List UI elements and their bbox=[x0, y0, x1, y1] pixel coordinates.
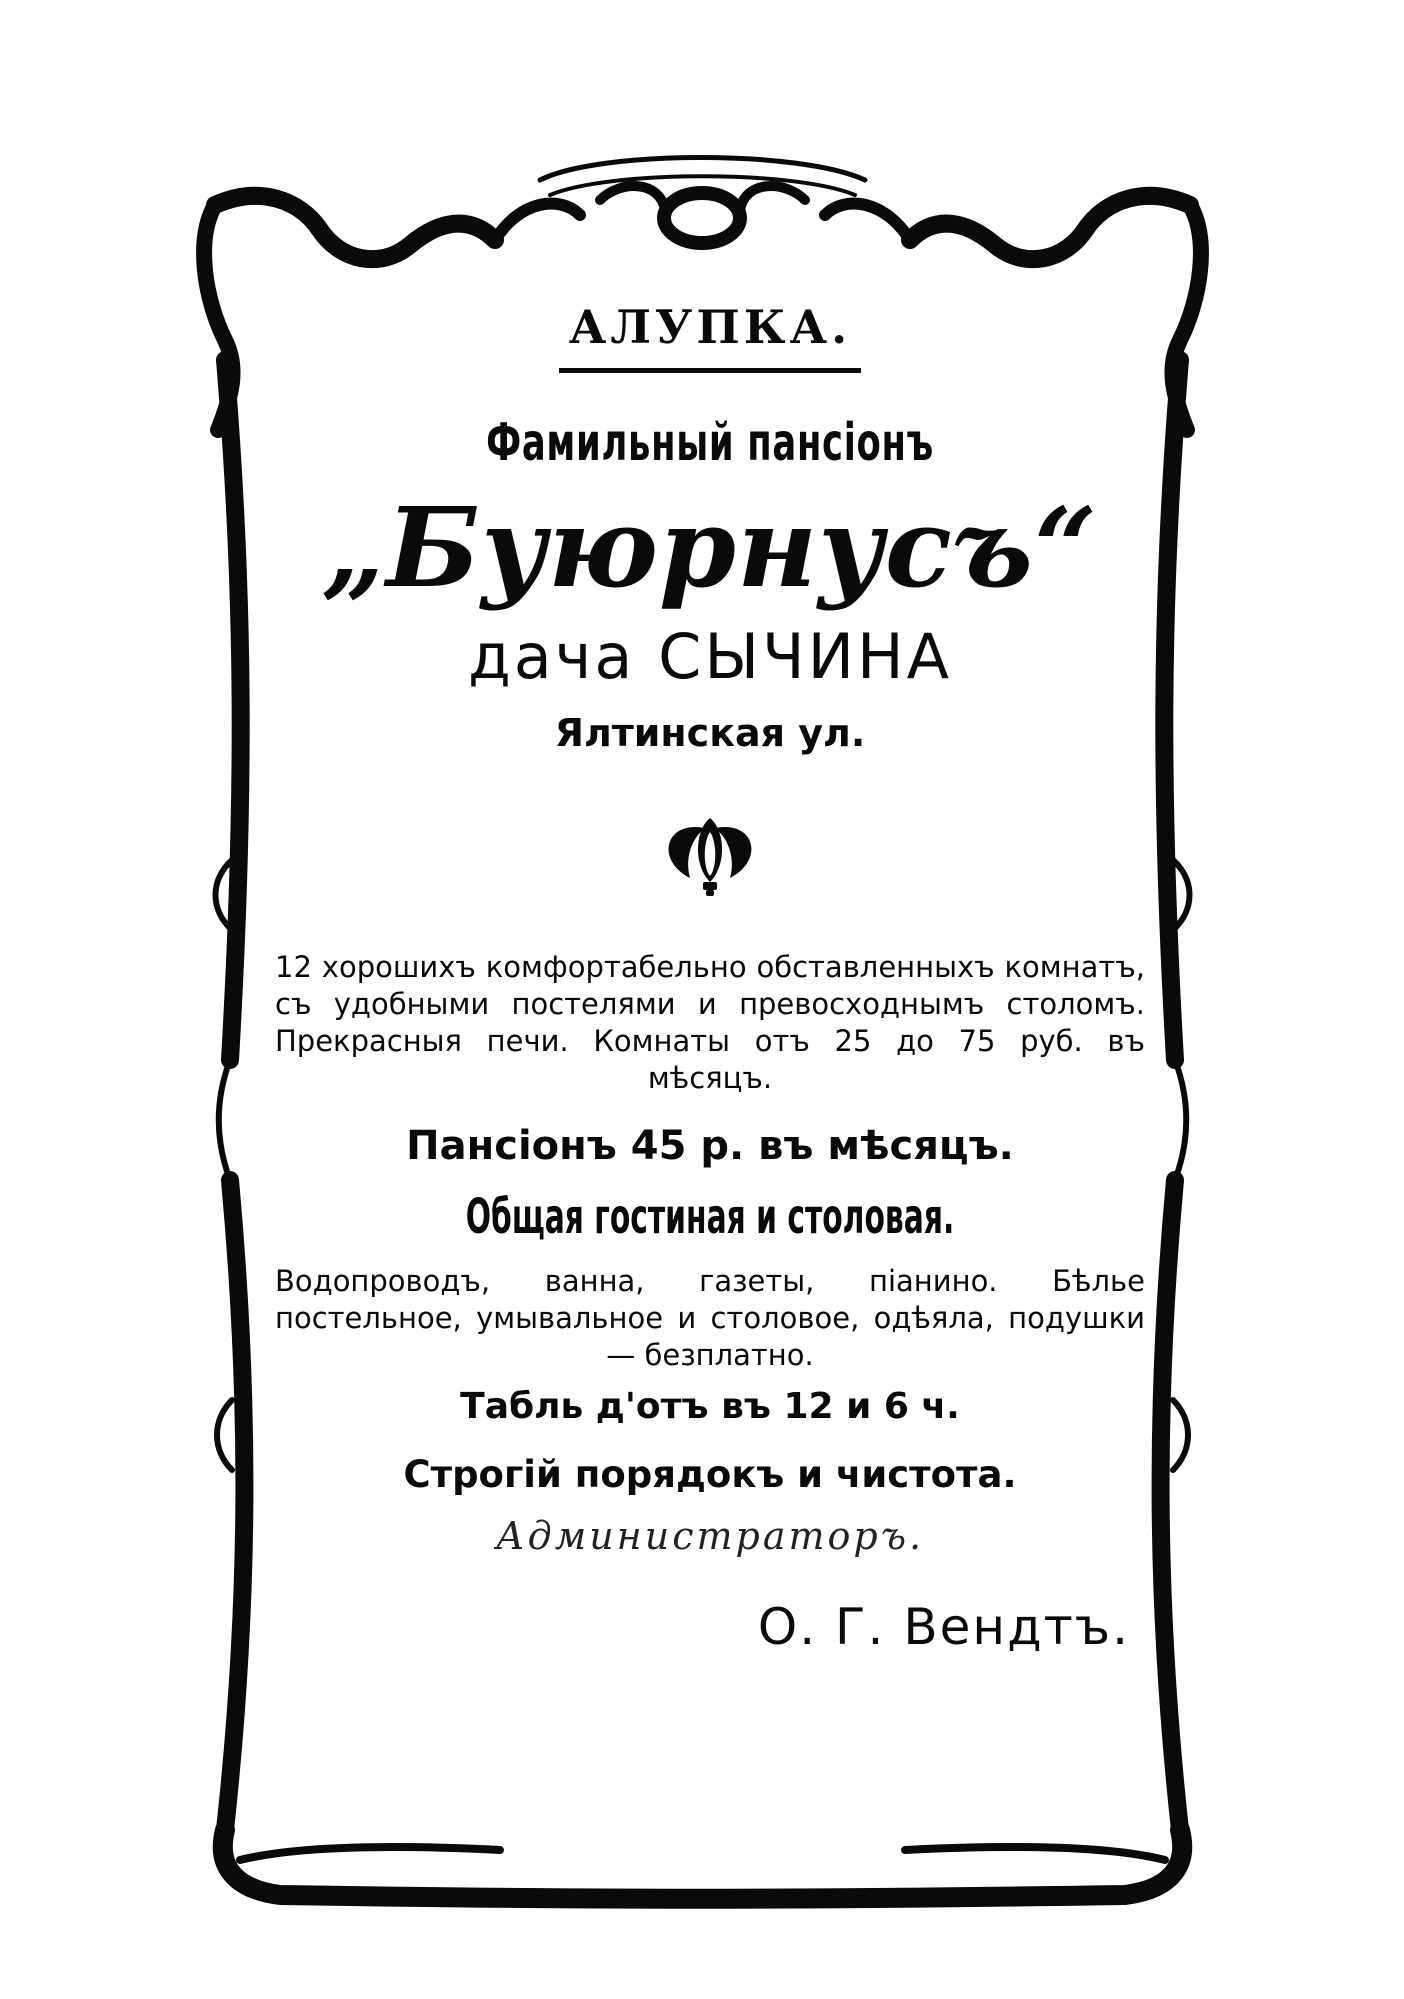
pension-subtitle: Фамильный пансіонъ bbox=[486, 413, 934, 473]
rooms-description: 12 хорошихъ комфортабельно обставленныхъ комнатъ, съ удобными постелями и превосходнымъ столомъ. Прекрасныя печи. Комнаты отъ 25 до 75 руб. въ мѣсяцъ. bbox=[275, 950, 1145, 1095]
street-address: Ялтинская ул. bbox=[554, 711, 866, 755]
advertisement-content bbox=[270, 290, 1150, 1656]
dacha-owner: дача СЫЧИНА bbox=[467, 620, 953, 693]
table-dhote-times: Табль д'отъ въ 12 и 6 ч. bbox=[460, 1386, 960, 1427]
lotus-ornament-icon bbox=[655, 810, 765, 900]
common-rooms: Общая гостиная и столовая. bbox=[465, 1189, 955, 1245]
amenities-description: Водопроводъ, ванна, газеты, піанино. Бѣлье постельное, умывальное и столовое, одѣяла, подушки — безплатно. bbox=[275, 1264, 1145, 1372]
pension-price: Пансіонъ 45 р. въ мѣсяцъ. bbox=[406, 1123, 1014, 1169]
pension-name: „Буюрнусъ“ bbox=[321, 483, 1099, 612]
town-heading: АЛУПКА. bbox=[559, 300, 861, 373]
order-cleanliness: Строгій порядокъ и чистота. bbox=[403, 1453, 1017, 1496]
administrator-label: Администраторъ. bbox=[495, 1514, 925, 1558]
administrator-signature: О. Г. Вендтъ. bbox=[757, 1598, 1130, 1656]
